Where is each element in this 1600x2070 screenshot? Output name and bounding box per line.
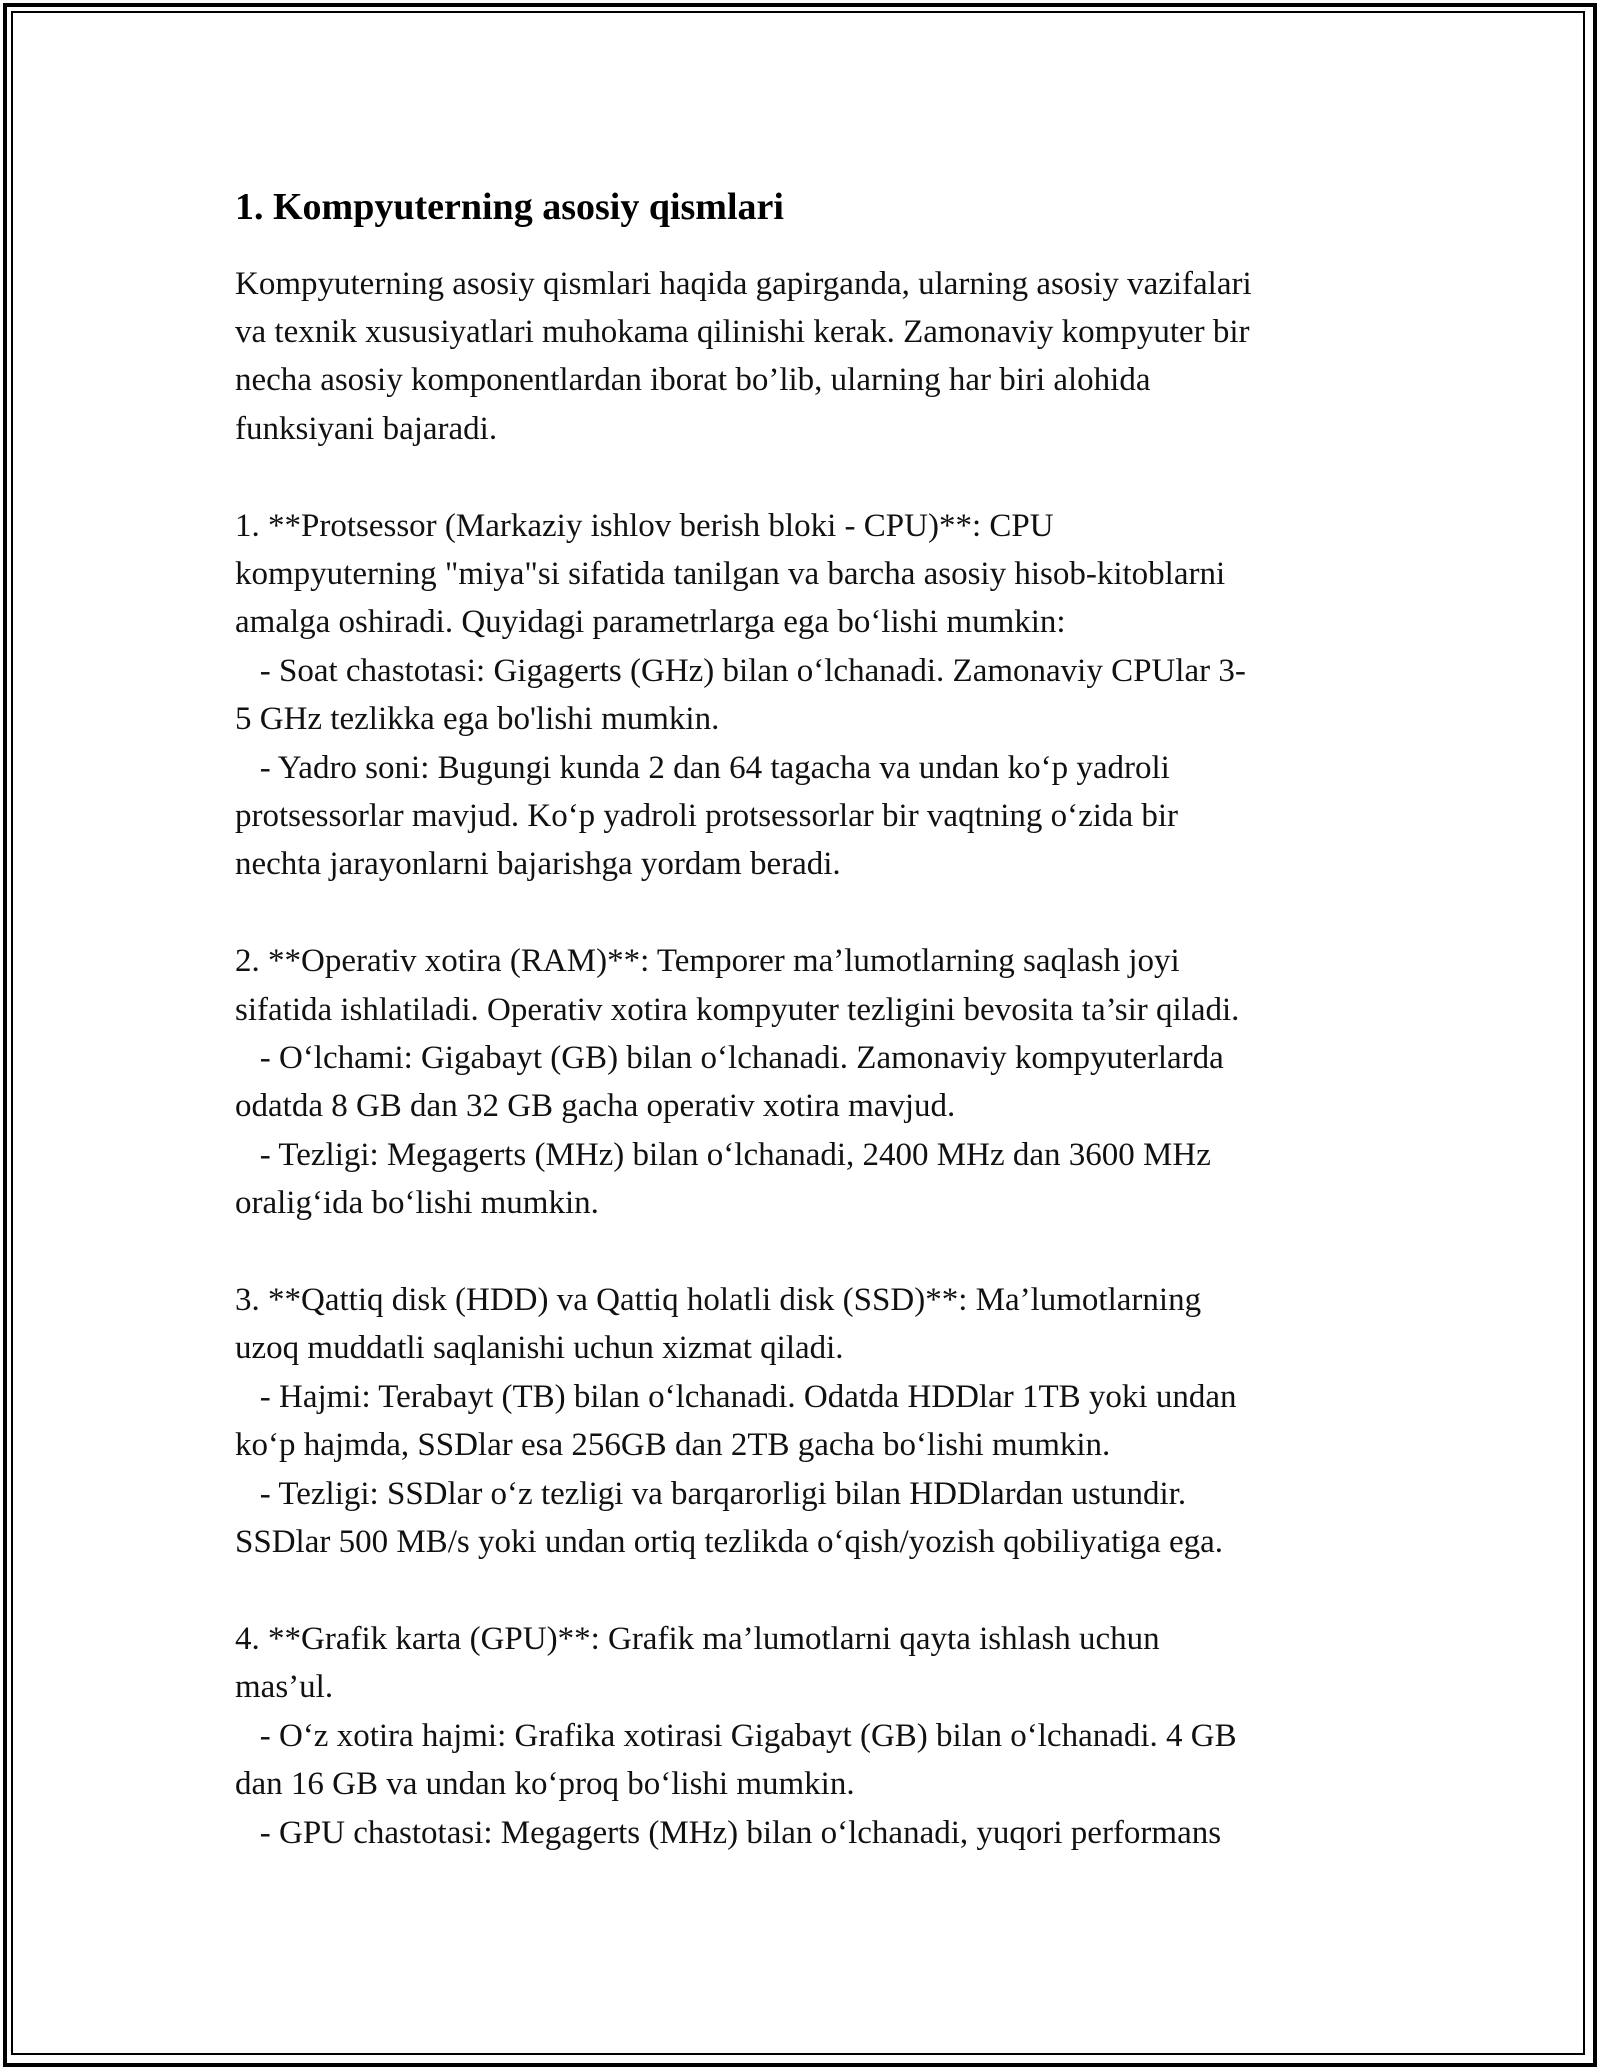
section-title: 1. Kompyuterning asosiy qismlari xyxy=(235,186,784,228)
document-content xyxy=(235,184,1385,1857)
body-text: Kompyuterning asosiy qismlari haqida gapirganda, ularning asosiy vazifalari va texnik xususiyatlari muhokama qilinishi kerak. Zamonaviy kompyuter bir necha asosiy komponentlardan iborat bo’lib, ularning har biri alohida funksiyani bajaradi. 1. **Protsessor (Markaziy ishlov berish bloki - CPU)**: CPU kompyuterning "miya"si sifatida tanilgan va barcha asosiy hisob-kitoblarni amalga oshiradi. Quyidagi parametrlarga ega bo‘lishi mumkin: - Soat chastotasi: Gigagerts (GHz) bilan o‘lchanadi. Zamonaviy CPUlar 3- 5 GHz tezlikka ega bo'lishi mumkin. - Yadro soni: Bugungi kunda 2 dan 64 tagacha va undan ko‘p yadroli protsessorlar mavjud. Ko‘p yadroli protsessorlar bir vaqtning o‘zida bir nechta jarayonlarni bajarishga yordam beradi. 2. **Operativ xotira (RAM)**: Temporer ma’lumotlarning saqlash joyi sifatida ishlatiladi. Operativ xotira kompyuter tezligini bevosita ta’sir qiladi. - O‘lchami: Gigabayt (GB) bilan o‘lchanadi. Zamonaviy kompyuterlarda odatda 8 GB dan 32 GB gacha operativ xotira mavjud. - Tezligi: Megagerts (MHz) bilan o‘lchanadi, 2400 MHz dan 3600 MHz oralig‘ida bo‘lishi mumkin. 3. **Qattiq disk (HDD) va Qattiq holatli disk (SSD)**: Ma’lumotlarning uzoq muddatli saqlanishi uchun xizmat qiladi. - Hajmi: Terabayt (TB) bilan o‘lchanadi. Odatda HDDlar 1TB yoki undan ko‘p hajmda, SSDlar esa 256GB dan 2TB gacha bo‘lishi mumkin. - Tezligi: SSDlar o‘z tezligi va barqarorligi bilan HDDlardan ustundir. SSDlar 500 MB/s yoki undan ortiq tezlikda o‘qish/yozish qobiliyatiga ega. 4. **Grafik karta (GPU)**: Grafik ma’lumotlarni qayta ishlash uchun mas’ul. - O‘z xotira hajmi: Grafika xotirasi Gigabayt (GB) bilan o‘lchanadi. 4 GB dan 16 GB va undan ko‘proq bo‘lishi mumkin. - GPU chastotasi: Megagerts (MHz) bilan o‘lchanadi, yuqori performans xyxy=(235,265,1252,1851)
